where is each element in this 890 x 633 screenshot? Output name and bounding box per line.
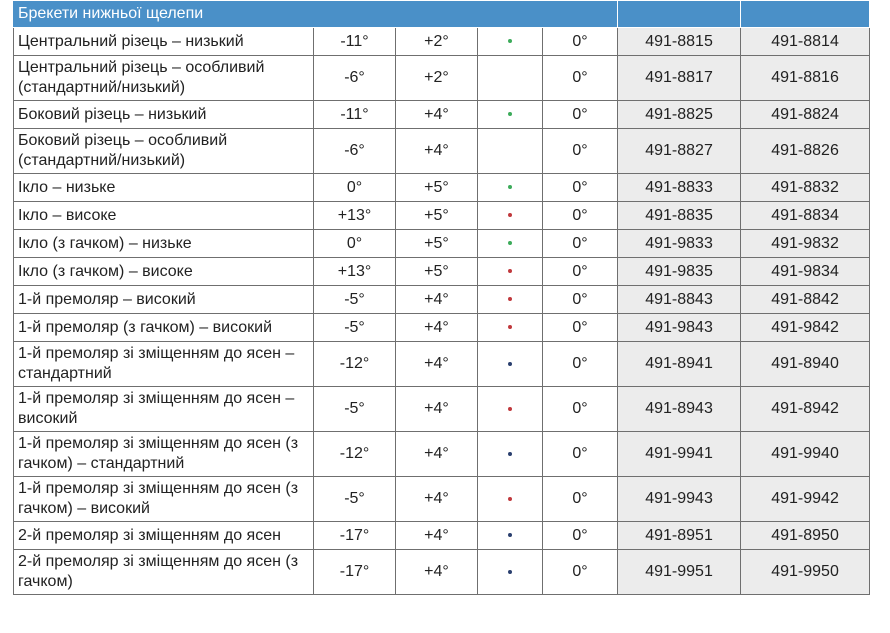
table-row	[14, 342, 870, 387]
product-code-cell: 491-8814	[741, 28, 870, 56]
marker-cell	[478, 387, 543, 432]
table-body	[14, 28, 870, 595]
marker-cell	[478, 56, 543, 101]
table-row	[14, 432, 870, 477]
product-code-cell: 491-9842	[741, 314, 870, 342]
product-code-cell: 491-8833	[618, 174, 741, 202]
rotation-cell: 0°	[543, 129, 618, 174]
product-code-cell: 491-9950	[741, 550, 870, 595]
torque-cell: 0°	[314, 174, 396, 202]
bracket-name-cell: Ікло (з гачком) – високе	[14, 258, 314, 286]
marker-cell	[478, 174, 543, 202]
marker-cell	[478, 129, 543, 174]
navy-dot-icon	[508, 362, 512, 366]
bracket-name-cell: 2-й премоляр зі зміщенням до ясен	[14, 522, 314, 550]
rotation-cell: 0°	[543, 432, 618, 477]
rotation-cell: 0°	[543, 286, 618, 314]
marker-cell	[478, 314, 543, 342]
marker-cell	[478, 550, 543, 595]
angulation-cell: +4°	[396, 101, 478, 129]
table-row	[14, 202, 870, 230]
table-row	[14, 56, 870, 101]
torque-cell: +13°	[314, 202, 396, 230]
marker-cell	[478, 522, 543, 550]
angulation-cell: +5°	[396, 258, 478, 286]
torque-cell: -5°	[314, 286, 396, 314]
marker-cell	[478, 477, 543, 522]
bracket-name-cell: Боковий різець – особливий (стандартний/низький)	[14, 129, 314, 174]
torque-cell: -6°	[314, 129, 396, 174]
table-row	[14, 522, 870, 550]
bracket-name-cell: Ікло (з гачком) – низьке	[14, 230, 314, 258]
marker-cell	[478, 286, 543, 314]
navy-dot-icon	[508, 533, 512, 537]
bracket-table-container	[13, 0, 869, 595]
table-row	[14, 230, 870, 258]
product-code-cell: 491-8940	[741, 342, 870, 387]
table-row	[14, 258, 870, 286]
red-dot-icon	[508, 269, 512, 273]
green-dot-icon	[508, 39, 512, 43]
table-title: Брекети нижньої щелепи	[14, 1, 618, 28]
torque-cell: -11°	[314, 101, 396, 129]
angulation-cell: +4°	[396, 342, 478, 387]
product-code-cell: 491-8824	[741, 101, 870, 129]
rotation-cell: 0°	[543, 258, 618, 286]
rotation-cell: 0°	[543, 550, 618, 595]
marker-cell	[478, 432, 543, 477]
angulation-cell: +5°	[396, 230, 478, 258]
product-code-cell: 491-9942	[741, 477, 870, 522]
bracket-name-cell: 1-й премоляр зі зміщенням до ясен (з гачком) – стандартний	[14, 432, 314, 477]
torque-cell: -12°	[314, 432, 396, 477]
red-dot-icon	[508, 325, 512, 329]
table-row	[14, 286, 870, 314]
green-dot-icon	[508, 112, 512, 116]
product-code-cell: 491-9843	[618, 314, 741, 342]
rotation-cell: 0°	[543, 202, 618, 230]
header-blank-cell	[618, 1, 741, 28]
header-blank-cell	[741, 1, 870, 28]
table-row	[14, 314, 870, 342]
rotation-cell: 0°	[543, 477, 618, 522]
bracket-name-cell: Ікло – низьке	[14, 174, 314, 202]
rotation-cell: 0°	[543, 101, 618, 129]
angulation-cell: +4°	[396, 286, 478, 314]
table-row	[14, 387, 870, 432]
angulation-cell: +5°	[396, 174, 478, 202]
marker-cell	[478, 101, 543, 129]
product-code-cell: 491-9835	[618, 258, 741, 286]
bracket-name-cell: Центральний різець – низький	[14, 28, 314, 56]
marker-cell	[478, 258, 543, 286]
rotation-cell: 0°	[543, 174, 618, 202]
angulation-cell: +4°	[396, 387, 478, 432]
angulation-cell: +4°	[396, 522, 478, 550]
product-code-cell: 491-8815	[618, 28, 741, 56]
rotation-cell: 0°	[543, 28, 618, 56]
table-row	[14, 28, 870, 56]
marker-cell	[478, 28, 543, 56]
product-code-cell: 491-8842	[741, 286, 870, 314]
product-code-cell: 491-9941	[618, 432, 741, 477]
table-row	[14, 129, 870, 174]
product-code-cell: 491-8834	[741, 202, 870, 230]
table-row	[14, 477, 870, 522]
red-dot-icon	[508, 213, 512, 217]
torque-cell: -17°	[314, 550, 396, 595]
product-code-cell: 491-8951	[618, 522, 741, 550]
rotation-cell: 0°	[543, 342, 618, 387]
product-code-cell: 491-8835	[618, 202, 741, 230]
angulation-cell: +4°	[396, 550, 478, 595]
angulation-cell: +5°	[396, 202, 478, 230]
product-code-cell: 491-9832	[741, 230, 870, 258]
angulation-cell: +4°	[396, 129, 478, 174]
torque-cell: -12°	[314, 342, 396, 387]
product-code-cell: 491-8943	[618, 387, 741, 432]
bracket-name-cell: 1-й премоляр – високий	[14, 286, 314, 314]
bracket-name-cell: 1-й премоляр зі зміщенням до ясен – стандартний	[14, 342, 314, 387]
table-row	[14, 174, 870, 202]
product-code-cell: 491-8941	[618, 342, 741, 387]
bracket-name-cell: Ікло – високе	[14, 202, 314, 230]
product-code-cell: 491-8817	[618, 56, 741, 101]
product-code-cell: 491-9943	[618, 477, 741, 522]
red-dot-icon	[508, 497, 512, 501]
product-code-cell: 491-8950	[741, 522, 870, 550]
product-code-cell: 491-8832	[741, 174, 870, 202]
navy-dot-icon	[508, 452, 512, 456]
rotation-cell: 0°	[543, 314, 618, 342]
bracket-name-cell: 1-й премоляр (з гачком) – високий	[14, 314, 314, 342]
rotation-cell: 0°	[543, 387, 618, 432]
table-header-row	[14, 1, 870, 28]
product-code-cell: 491-8826	[741, 129, 870, 174]
rotation-cell: 0°	[543, 230, 618, 258]
bracket-name-cell: Центральний різець – особливий (стандартний/низький)	[14, 56, 314, 101]
bracket-name-cell: 2-й премоляр зі зміщенням до ясен (з гачком)	[14, 550, 314, 595]
angulation-cell: +4°	[396, 314, 478, 342]
bracket-name-cell: Боковий різець – низький	[14, 101, 314, 129]
torque-cell: -5°	[314, 477, 396, 522]
bracket-name-cell: 1-й премоляр зі зміщенням до ясен (з гачком) – високий	[14, 477, 314, 522]
product-code-cell: 491-9833	[618, 230, 741, 258]
angulation-cell: +2°	[396, 28, 478, 56]
product-code-cell: 491-9834	[741, 258, 870, 286]
angulation-cell: +2°	[396, 56, 478, 101]
green-dot-icon	[508, 185, 512, 189]
torque-cell: -5°	[314, 314, 396, 342]
bracket-name-cell: 1-й премоляр зі зміщенням до ясен – високий	[14, 387, 314, 432]
table-row	[14, 101, 870, 129]
product-code-cell: 491-9951	[618, 550, 741, 595]
product-code-cell: 491-8816	[741, 56, 870, 101]
torque-cell: +13°	[314, 258, 396, 286]
table-row	[14, 550, 870, 595]
product-code-cell: 491-8942	[741, 387, 870, 432]
red-dot-icon	[508, 297, 512, 301]
torque-cell: 0°	[314, 230, 396, 258]
rotation-cell: 0°	[543, 56, 618, 101]
lower-jaw-bracket-table	[13, 0, 870, 595]
product-code-cell: 491-8825	[618, 101, 741, 129]
product-code-cell: 491-8843	[618, 286, 741, 314]
navy-dot-icon	[508, 570, 512, 574]
torque-cell: -6°	[314, 56, 396, 101]
torque-cell: -5°	[314, 387, 396, 432]
angulation-cell: +4°	[396, 477, 478, 522]
rotation-cell: 0°	[543, 522, 618, 550]
red-dot-icon	[508, 407, 512, 411]
angulation-cell: +4°	[396, 432, 478, 477]
marker-cell	[478, 202, 543, 230]
product-code-cell: 491-9940	[741, 432, 870, 477]
torque-cell: -11°	[314, 28, 396, 56]
marker-cell	[478, 230, 543, 258]
product-code-cell: 491-8827	[618, 129, 741, 174]
torque-cell: -17°	[314, 522, 396, 550]
marker-cell	[478, 342, 543, 387]
green-dot-icon	[508, 241, 512, 245]
